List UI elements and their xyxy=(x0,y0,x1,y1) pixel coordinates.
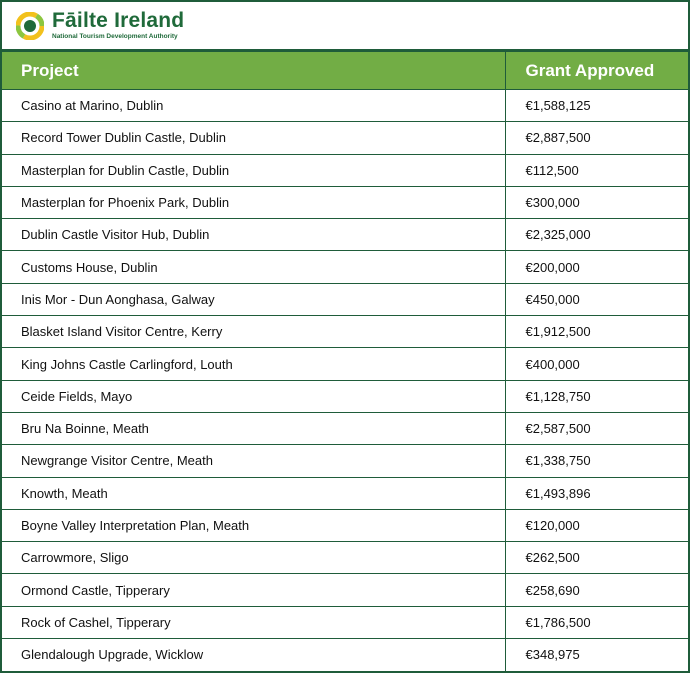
table-row xyxy=(0,574,690,606)
grant-amount-cell: €2,887,500 xyxy=(505,122,690,154)
table-row xyxy=(0,122,690,154)
table-row xyxy=(0,90,690,122)
table-row xyxy=(0,639,690,671)
project-name-cell: Casino at Marino, Dublin xyxy=(0,90,505,122)
grant-amount-cell: €112,500 xyxy=(505,154,690,186)
project-name-cell: Ceide Fields, Mayo xyxy=(0,380,505,412)
project-name-cell: King Johns Castle Carlingford, Louth xyxy=(0,348,505,380)
table-header-row xyxy=(0,52,690,90)
grant-amount-cell: €400,000 xyxy=(505,348,690,380)
grants-table xyxy=(0,52,690,671)
grant-amount-cell: €258,690 xyxy=(505,574,690,606)
project-name-cell: Customs House, Dublin xyxy=(0,251,505,283)
project-name-cell: Boyne Valley Interpretation Plan, Meath xyxy=(0,509,505,541)
project-name-cell: Bru Na Boinne, Meath xyxy=(0,412,505,444)
grant-amount-cell: €200,000 xyxy=(505,251,690,283)
project-name-cell: Carrowmore, Sligo xyxy=(0,542,505,574)
project-name-cell: Inis Mor - Dun Aonghasa, Galway xyxy=(0,283,505,315)
grant-amount-cell: €300,000 xyxy=(505,186,690,218)
grant-amount-cell: €262,500 xyxy=(505,542,690,574)
table-row xyxy=(0,283,690,315)
table-row xyxy=(0,606,690,638)
grant-amount-cell: €450,000 xyxy=(505,283,690,315)
project-name-cell: Knowth, Meath xyxy=(0,477,505,509)
grant-amount-cell: €120,000 xyxy=(505,509,690,541)
table-row xyxy=(0,380,690,412)
table-row xyxy=(0,154,690,186)
grant-amount-cell: €2,325,000 xyxy=(505,219,690,251)
grant-amount-cell: €1,493,896 xyxy=(505,477,690,509)
grant-amount-cell: €1,588,125 xyxy=(505,90,690,122)
project-name-cell: Masterplan for Dublin Castle, Dublin xyxy=(0,154,505,186)
column-header-project: Project xyxy=(0,52,505,90)
table-row xyxy=(0,412,690,444)
project-name-cell: Glendalough Upgrade, Wicklow xyxy=(0,639,505,671)
logo-text xyxy=(52,10,184,41)
table-row xyxy=(0,186,690,218)
grant-amount-cell: €1,786,500 xyxy=(505,606,690,638)
grant-amount-cell: €1,912,500 xyxy=(505,316,690,348)
grant-amount-cell: €2,587,500 xyxy=(505,412,690,444)
brand-name: Fāilte Ireland xyxy=(52,9,185,33)
table-row xyxy=(0,477,690,509)
table-row xyxy=(0,445,690,477)
grant-amount-cell: €1,338,750 xyxy=(505,445,690,477)
table-header xyxy=(0,52,690,90)
brand-tagline: National Tourism Development Authority xyxy=(52,33,178,41)
table-row xyxy=(0,316,690,348)
project-name-cell: Dublin Castle Visitor Hub, Dublin xyxy=(0,219,505,251)
project-name-cell: Ormond Castle, Tipperary xyxy=(0,574,505,606)
table-row xyxy=(0,509,690,541)
failte-ireland-logo-icon xyxy=(16,12,44,40)
project-name-cell: Record Tower Dublin Castle, Dublin xyxy=(0,122,505,154)
project-name-cell: Rock of Cashel, Tipperary xyxy=(0,606,505,638)
grant-amount-cell: €1,128,750 xyxy=(505,380,690,412)
column-header-grant-approved: Grant Approved xyxy=(505,52,690,90)
grant-amount-cell: €348,975 xyxy=(505,639,690,671)
table-row xyxy=(0,348,690,380)
project-name-cell: Masterplan for Phoenix Park, Dublin xyxy=(0,186,505,218)
table-row xyxy=(0,542,690,574)
logo-header xyxy=(2,2,688,52)
project-name-cell: Blasket Island Visitor Centre, Kerry xyxy=(0,316,505,348)
project-name-cell: Newgrange Visitor Centre, Meath xyxy=(0,445,505,477)
table-row xyxy=(0,251,690,283)
table-row xyxy=(0,219,690,251)
table-body xyxy=(0,90,690,671)
